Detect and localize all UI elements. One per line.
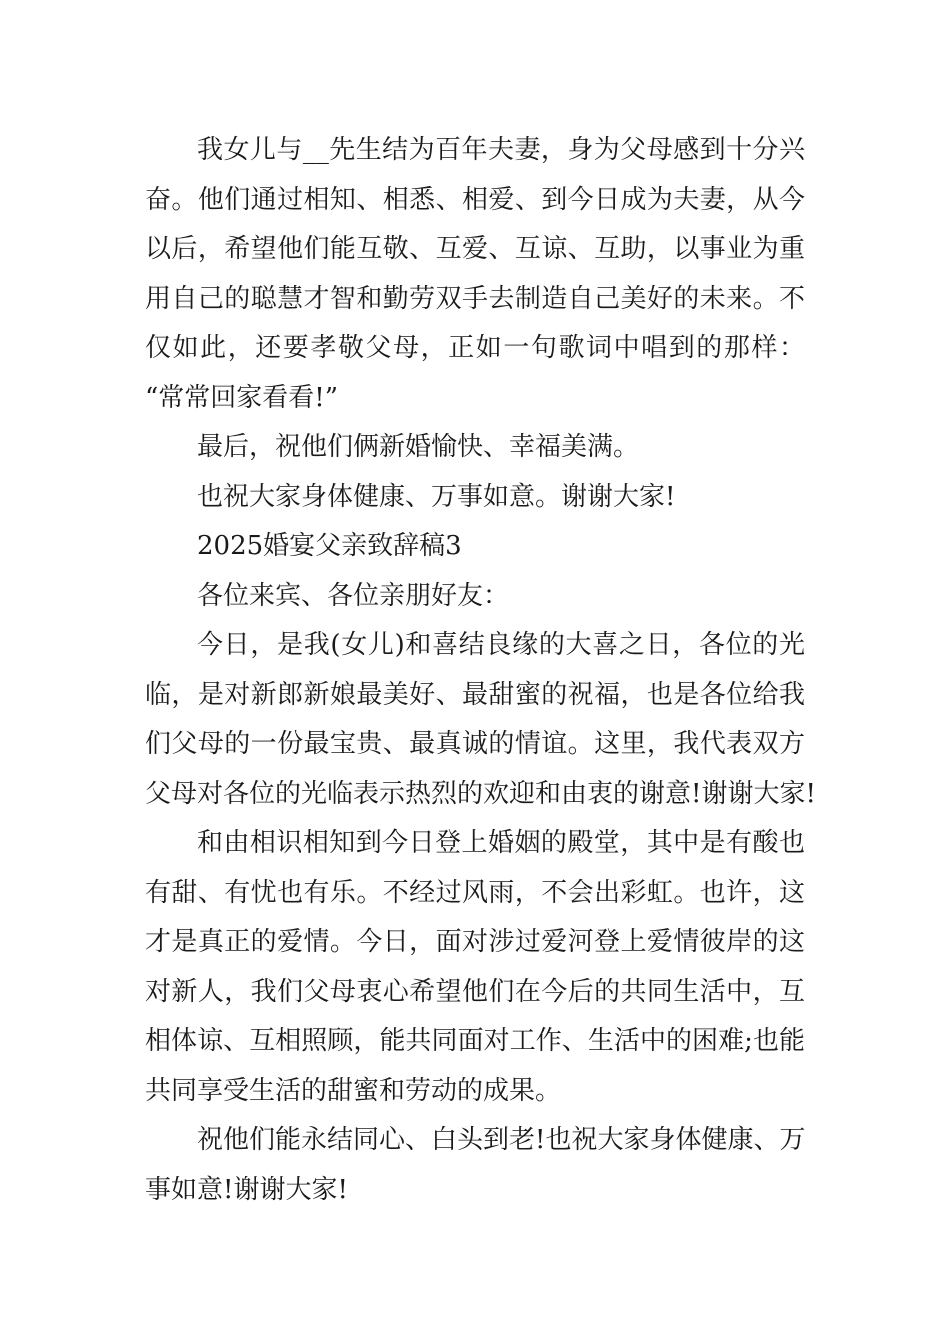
text-line xyxy=(0,774,950,814)
line-text: 也祝大家身体健康、万事如意。谢谢大家! xyxy=(197,482,676,512)
line-text: 临，是对新郎新娘最美好、最甜蜜的祝福，也是各位给我 xyxy=(145,680,805,710)
text-line xyxy=(0,279,950,319)
line-text: 共同享受生活的甜蜜和劳动的成果。 xyxy=(145,1076,562,1106)
text-line xyxy=(0,873,950,913)
salutation xyxy=(0,576,950,616)
text-line xyxy=(0,675,950,715)
salutation-text: 各位来宾、各位亲朋好友： xyxy=(197,581,510,611)
line-text: 仅如此，还要孝敬父母，正如一句歌词中唱到的那样： xyxy=(145,333,805,363)
line-text: 相体谅、互相照顾，能共同面对工作、生活中的困难;也能 xyxy=(145,1026,805,1056)
text-line xyxy=(0,972,950,1012)
text-line xyxy=(0,180,950,220)
line-text: 奋。他们通过相知、相悉、相爱、到今日成为夫妻，从今 xyxy=(145,185,805,215)
section-title-text: 2025婚宴父亲致辞稿3 xyxy=(197,531,462,561)
text-line xyxy=(0,724,950,764)
text-line xyxy=(0,823,950,863)
text-line xyxy=(0,477,950,517)
line-text: 和由相识相知到今日登上婚姻的殿堂，其中是有酸也 xyxy=(197,828,805,858)
line-text: 有甜、有忧也有乐。不经过风雨，不会出彩虹。也许，这 xyxy=(145,878,805,908)
text-line xyxy=(0,229,950,269)
text-line xyxy=(0,1021,950,1061)
line-text: 用自己的聪慧才智和勤劳双手去制造自己美好的未来。不 xyxy=(145,284,805,314)
section-title xyxy=(0,526,950,566)
line-text: 我女儿与__先生结为百年夫妻，身为父母感到十分兴 xyxy=(197,135,805,165)
text-line xyxy=(0,328,950,368)
line-text: 对新人，我们父母衷心希望他们在今后的共同生活中，互 xyxy=(145,977,805,1007)
text-line xyxy=(0,378,950,418)
line-text: 以后，希望他们能互敬、互爱、互谅、互助，以事业为重 xyxy=(145,234,805,264)
text-line xyxy=(0,625,950,665)
line-text: 今日，是我(女儿)和喜结良缘的大喜之日，各位的光 xyxy=(197,630,805,660)
text-line xyxy=(0,1170,950,1210)
line-text: 才是真正的爱情。今日，面对涉过爱河登上爱情彼岸的这 xyxy=(145,927,805,957)
line-text: 们父母的一份最宝贵、最真诚的情谊。这里，我代表双方 xyxy=(145,729,805,759)
text-line xyxy=(0,130,950,170)
text-line xyxy=(0,1120,950,1160)
line-text: 最后，祝他们俩新婚愉快、幸福美满。 xyxy=(197,432,640,462)
text-line xyxy=(0,1071,950,1111)
line-text: “常常回家看看!” xyxy=(145,383,339,413)
text-line xyxy=(0,427,950,467)
line-text: 事如意!谢谢大家! xyxy=(145,1175,348,1205)
line-text: 父母对各位的光临表示热烈的欢迎和由衷的谢意!谢谢大家! xyxy=(145,779,816,809)
line-text: 祝他们能永结同心、白头到老!也祝大家身体健康、万 xyxy=(197,1125,806,1155)
text-line xyxy=(0,922,950,962)
